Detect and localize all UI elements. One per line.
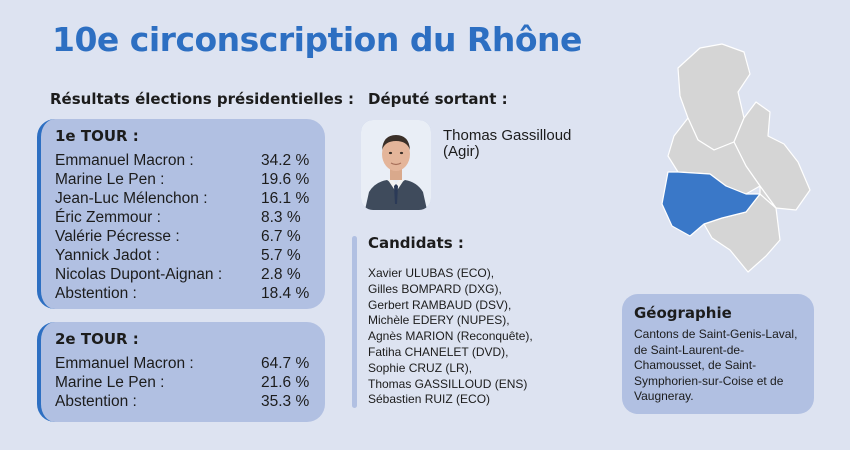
geographie-text: Cantons de Saint-Genis-Laval, de Saint-Laurent-de-Chamousset, de Saint-Symphorien-sur-Coise et de Vaugneray. (634, 327, 798, 403)
result-row (55, 151, 311, 170)
geographie-heading: Géographie (634, 304, 732, 322)
tour2-title: 2e TOUR : (55, 330, 139, 348)
candidate-name: Valérie Pécresse : (55, 228, 180, 245)
candidate-item: Thomas GASSILLOUD (ENS) (368, 376, 528, 391)
candidate-score: 5.7 % (261, 247, 301, 264)
depute-party: (Agir) (443, 143, 480, 160)
candidate-name: Emmanuel Macron : (55, 152, 194, 169)
candidate-score: 64.7 % (261, 355, 310, 372)
result-row (55, 189, 311, 208)
candidate-name: Éric Zemmour : (55, 209, 161, 226)
candidate-name: Marine Le Pen : (55, 374, 165, 391)
candidate-score: 2.8 % (261, 266, 301, 283)
candidate-item: Agnès MARION (Reconquête), (368, 329, 533, 344)
result-row (55, 227, 311, 246)
result-row (55, 392, 311, 411)
candidate-name: Abstention : (55, 393, 137, 410)
candidate-name: Yannick Jadot : (55, 247, 160, 264)
candidate-score: 35.3 % (261, 393, 310, 410)
candidate-item: Sophie CRUZ (LR), (368, 360, 473, 375)
geographie-box (622, 294, 814, 414)
candidate-score: 34.2 % (261, 152, 310, 169)
candidats-heading: Candidats : (368, 234, 464, 252)
result-row (55, 354, 311, 373)
result-row (55, 284, 311, 303)
tour2-box (37, 322, 325, 422)
candidate-name: Nicolas Dupont-Aignan : (55, 266, 223, 283)
candidats-list (368, 266, 533, 408)
page-title: 10e circonscription du Rhône (52, 20, 582, 59)
result-row (55, 265, 311, 284)
result-row (55, 373, 311, 392)
candidats-bar (352, 236, 357, 408)
candidate-name: Emmanuel Macron : (55, 355, 194, 372)
rhone-map (648, 40, 818, 285)
candidate-name: Jean-Luc Mélenchon : (55, 190, 208, 207)
result-row (55, 208, 311, 227)
candidate-item: Sébastien RUIZ (ECO) (368, 392, 491, 407)
tour1-box (37, 119, 325, 309)
tour1-rows (55, 151, 311, 303)
candidate-item: Michèle EDERY (NUPES), (368, 313, 510, 328)
candidate-score: 21.6 % (261, 374, 310, 391)
candidate-item: Xavier ULUBAS (ECO), (368, 266, 495, 280)
candidate-item: Gerbert RAMBAUD (DSV), (368, 297, 512, 312)
results-heading: Résultats élections présidentielles : (50, 90, 354, 108)
candidate-item: Gilles BOMPARD (DXG), (368, 281, 502, 296)
candidate-score: 19.6 % (261, 171, 310, 188)
tour2-rows (55, 354, 311, 411)
candidate-score: 18.4 % (261, 285, 310, 302)
depute-photo (361, 120, 431, 210)
tour1-title: 1e TOUR : (55, 127, 139, 145)
depute-info (443, 128, 571, 160)
depute-heading: Député sortant : (368, 90, 508, 108)
candidate-name: Marine Le Pen : (55, 171, 165, 188)
result-row (55, 170, 311, 189)
candidate-item: Fatiha CHANELET (DVD), (368, 344, 509, 359)
candidate-score: 16.1 % (261, 190, 310, 207)
candidate-name: Abstention : (55, 285, 137, 302)
depute-name: Thomas Gassilloud (443, 127, 572, 144)
result-row (55, 246, 311, 265)
candidate-score: 8.3 % (261, 209, 301, 226)
candidate-score: 6.7 % (261, 228, 301, 245)
